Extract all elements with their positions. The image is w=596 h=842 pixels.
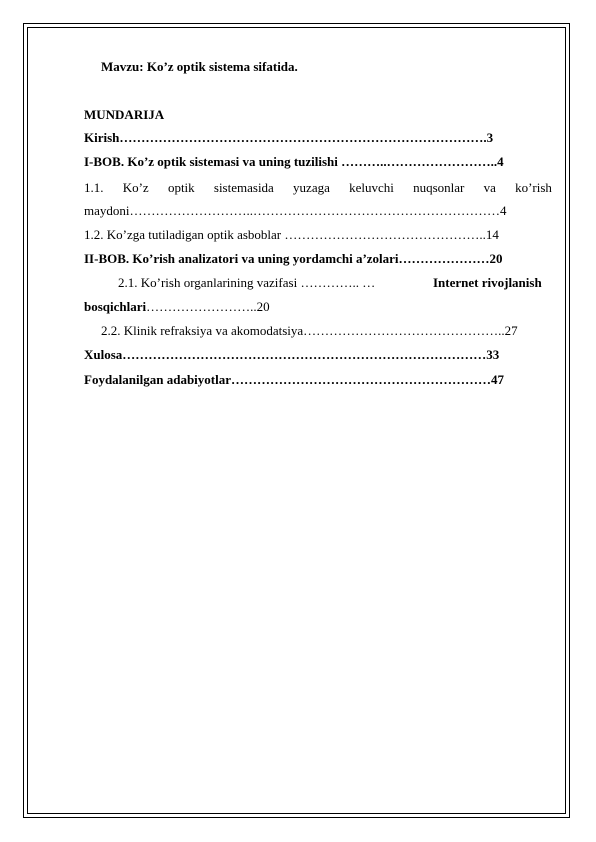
toc-entry-bob1: I-BOB. Ko’z optik sistemasi va uning tuzilishi ………..……………………..4: [84, 154, 504, 169]
toc-word: nuqsonlar: [413, 180, 465, 195]
toc-word: ko’rish: [515, 180, 552, 195]
toc-entry-2-1-bold: Internet rivojlanish: [433, 275, 542, 290]
toc-entry-1-2: 1.2. Ko’zga tutiladigan optik asboblar ………………………………………..14: [84, 227, 499, 242]
toc-entry-1-1-cont: maydoni………………………..…………………………………………………4: [84, 203, 507, 218]
toc-entry-2-1-cont-dots: ……………………..20: [146, 299, 270, 314]
toc-word: keluvchi: [349, 180, 394, 195]
toc-entry-1-1: [84, 180, 552, 196]
toc-word: va: [483, 180, 496, 195]
toc-entry-2-1-text: 2.1. Ko’rish organlarining vazifasi ………….. …: [118, 275, 376, 290]
toc-word: 1.1.: [84, 180, 104, 195]
toc-entry-adabiyot: Foydalanilgan adabiyotlar……………………………………………………47: [84, 372, 504, 387]
toc-entry-2-1-cont-bold: bosqichlari: [84, 299, 147, 314]
toc-word: Ko’z: [122, 180, 149, 195]
topic-title: Mavzu: Ko’z optik sistema sifatida.: [101, 59, 298, 74]
toc-entry-kirish: Kirish………………………………………………………………………….3: [84, 130, 494, 145]
toc-word: sistemasida: [213, 180, 274, 195]
toc-heading: MUNDARIJA: [84, 107, 165, 122]
toc-word: optik: [167, 180, 195, 195]
toc-entry-xulosa: Xulosa…………………………………………………………………………33: [84, 347, 500, 362]
toc-entry-2-2: 2.2. Klinik refraksiya va akomodatsiya………………………………………..27: [101, 323, 518, 338]
toc-word: yuzaga: [293, 180, 330, 195]
toc-entry-2-1: [118, 275, 375, 291]
toc-entry-bob2: II-BOB. Ko’rish analizatori va uning yordamchi a’zolari…………………20: [84, 251, 503, 266]
toc-entry-2-1-cont: [84, 299, 270, 315]
